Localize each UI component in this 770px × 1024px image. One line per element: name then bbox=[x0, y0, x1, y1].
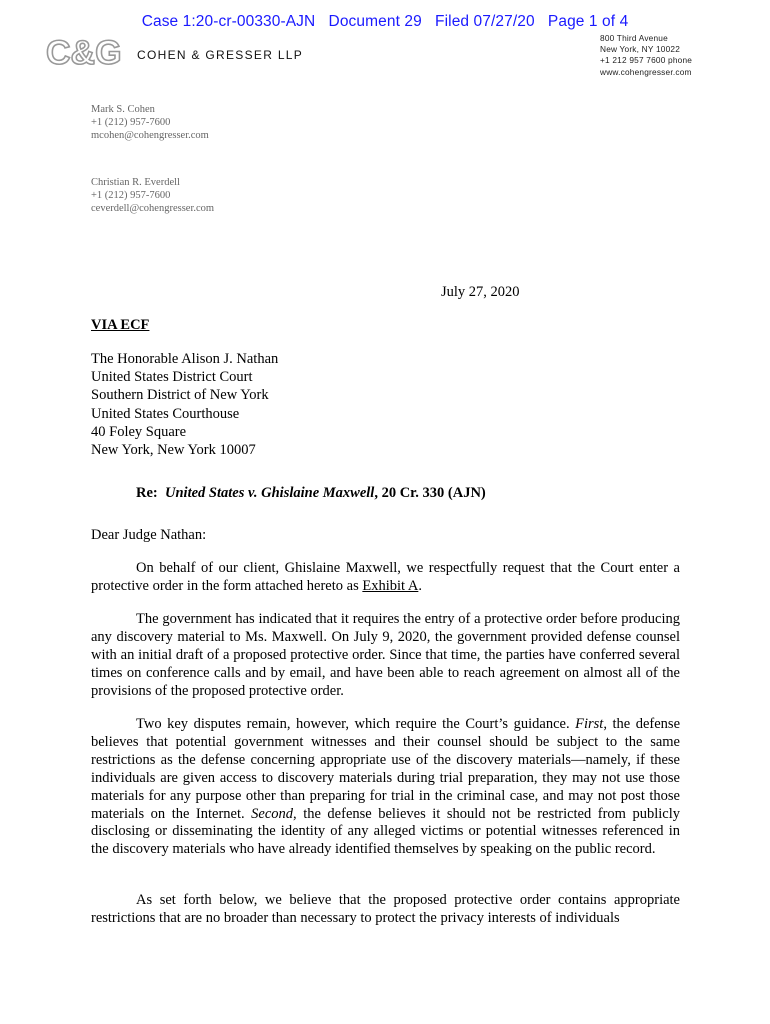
exhibit-a-reference: Exhibit A bbox=[362, 577, 419, 594]
contact-email: mcohen@cohengresser.com bbox=[91, 130, 209, 141]
ecf-filing-header: Case 1:20-cr-00330-AJN Document 29 Filed 07/27/20 Page 1 of 4 bbox=[141, 13, 629, 30]
second-emphasis: Second bbox=[251, 805, 294, 822]
contact-name: Christian R. Everdell bbox=[91, 177, 180, 188]
contact-email: ceverdell@cohengresser.com bbox=[91, 203, 215, 214]
addressee-line: 40 Foley Square bbox=[91, 423, 187, 440]
addressee-line: The Honorable Alison J. Nathan bbox=[91, 351, 279, 367]
contact-block-everdell bbox=[91, 176, 214, 215]
case-name: United States v. Ghislaine Maxwell bbox=[165, 485, 375, 501]
first-emphasis: First bbox=[575, 716, 604, 732]
paragraph-text: Two key disputes remain, however, which require the Court’s guidance. bbox=[136, 716, 576, 732]
delivery-method: VIA ECF bbox=[91, 317, 150, 333]
paragraph-text: , the defense believes that potential government witnesses and their counsel should be subject to the same restrictions as the defense concerning appropriate use of the discovery materials—namely, if these individuals are given access to discovery materials during trial preparation, they may not use those materials for any purpose other than preparing for trial in the criminal case, and may not post those materials on the Internet. bbox=[91, 716, 681, 822]
re-prefix: Re: bbox=[136, 485, 158, 501]
body-paragraph-4: As set forth below, we believe that the proposed protective order contains appropriate restrictions that are no broader than necessary to protect the privacy interests of individuals bbox=[91, 892, 680, 926]
addressee-block bbox=[91, 350, 278, 459]
paragraph-text: . bbox=[418, 577, 422, 594]
contact-block-cohen bbox=[91, 103, 209, 142]
address-line: New York, NY 10022 bbox=[600, 44, 681, 55]
firm-address bbox=[600, 33, 692, 78]
addressee-line: New York, New York 10007 bbox=[91, 442, 256, 459]
paragraph-text: , the defense believes it should not be restricted from publicly disclosing or disseminating the identity of any alleged victims or potential witnesses referenced in the discovery materials who have already identified themselves by speaking on the public record. bbox=[91, 805, 680, 858]
address-line: www.cohengresser.com bbox=[600, 66, 692, 77]
contact-name: Mark S. Cohen bbox=[91, 104, 155, 115]
letter-date: July 27, 2020 bbox=[441, 284, 520, 300]
addressee-line: United States Courthouse bbox=[91, 405, 240, 422]
addressee-line: Southern District of New York bbox=[91, 387, 269, 404]
firm-logo bbox=[46, 34, 122, 72]
logo-text: C&G bbox=[46, 34, 122, 72]
body-paragraph-2: The government has indicated that it requires the entry of a protective order before producing any discovery material to Ms. Maxwell. On July 9, 2020, the government provided defense counsel with an initial draft of a proposed protective order. Since that time, the parties have conferred several times on conference calls and by email, and have been able to reach agreement on almost all of the provisions of the proposed protective order. bbox=[91, 611, 680, 699]
case-number: , 20 Cr. 330 (AJN) bbox=[374, 485, 486, 501]
address-line: 800 Third Avenue bbox=[600, 33, 668, 43]
re-line bbox=[136, 485, 486, 502]
paragraph-text: On behalf of our client, Ghislaine Maxwell, we respectfully request that the Court enter a protective order in the form attached hereto as bbox=[91, 560, 680, 594]
addressee-line: United States District Court bbox=[91, 369, 253, 386]
salutation: Dear Judge Nathan: bbox=[91, 527, 207, 543]
contact-phone: +1 (212) 957-7600 bbox=[91, 117, 171, 128]
address-line: +1 212 957 7600 phone bbox=[600, 55, 693, 66]
contact-phone: +1 (212) 957-7600 bbox=[91, 190, 171, 201]
firm-name: COHEN & GRESSER LLP bbox=[137, 48, 304, 62]
body-paragraph-3 bbox=[91, 716, 680, 859]
body-paragraph-1 bbox=[91, 560, 680, 596]
